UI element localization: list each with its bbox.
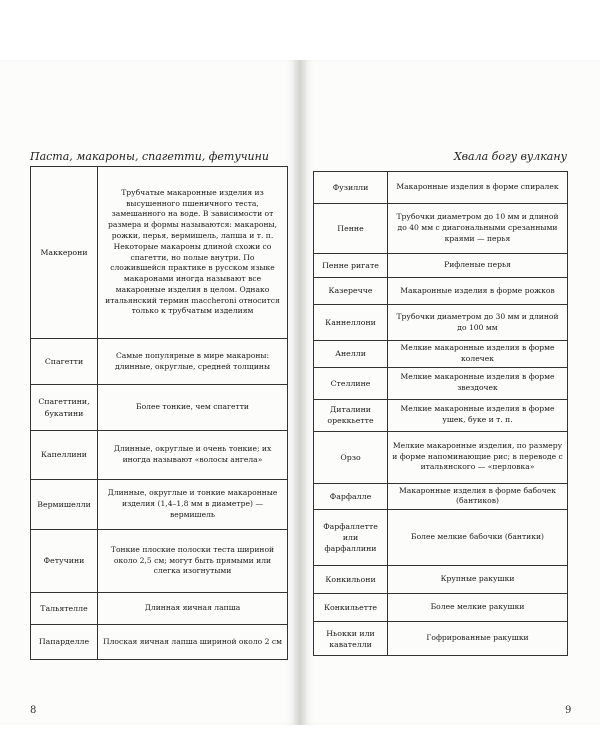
table-row [314,594,568,622]
pasta-description: Рифленые перья [388,254,568,278]
table-row [31,339,288,385]
pasta-name: Фарфалле [314,483,388,510]
pasta-name: Фарфаллетте или фарфаллини [314,510,388,566]
pasta-description: Гофрированные ракушки [388,622,568,656]
pasta-name: Казеречче [314,278,388,305]
pasta-description: Макаронные изделия в форме рожков [388,278,568,305]
pasta-description: Трубчатые макаронные изделия из высушенного пшеничного теста, замешанного на воде. В зависимости от размера и формы называются: макароны, рожки, перья, вермишель, лапша и т. п. Некоторые макароны длиной схожи со спагетти, но полые внутри. По сложившейся практике в русском языке макаронами иногда называют все макаронные изделия в целом. Однако итальянский термин maccheroni относится только к трубчатым изделиям [98,167,288,339]
pasta-description: Плоская яичная лапша шириной около 2 см [98,625,288,660]
pasta-name: Вермишелли [31,480,98,530]
pasta-description: Трубочки диаметром до 10 мм и длиной до 40 мм с диагональными срезанными краями — перья [388,204,568,254]
pasta-description: Макаронные изделия в форме бабочек (бантиков) [388,483,568,510]
pasta-name: Капеллини [31,431,98,480]
table-row [314,566,568,594]
pasta-description: Макаронные изделия в форме спиралек [388,172,568,204]
table-row [31,593,288,625]
table-row [314,204,568,254]
pasta-description: Мелкие макаронные изделия, по размеру и форме напоминающие рис; в переводе с итальянского — «перловка» [388,431,568,483]
pasta-name: Пенне [314,204,388,254]
pasta-name: Папарделле [31,625,98,660]
table-row [314,399,568,431]
table-row [31,431,288,480]
pasta-name: Конкильони [314,566,388,594]
pasta-description: Длинная яичная лапша [98,593,288,625]
pasta-name: Диталини ореккьетте [314,399,388,431]
left-pasta-table [30,166,288,660]
pasta-name: Спагетти [31,339,98,385]
table-row [314,341,568,368]
left-page-number: 8 [30,705,37,716]
pasta-description: Мелкие макаронные изделия в форме ушек, буке и т. п. [388,399,568,431]
pasta-name: Тальятелле [31,593,98,625]
book-spine [294,60,306,725]
pasta-description: Мелкие макаронные изделия в форме колечек [388,341,568,368]
table-row [314,510,568,566]
pasta-description: Крупные ракушки [388,566,568,594]
pasta-name: Анелли [314,341,388,368]
table-row [31,480,288,530]
pasta-name: Фузилли [314,172,388,204]
right-page-number: 9 [565,705,572,716]
table-row [314,278,568,305]
table-row [314,622,568,656]
pasta-name: Стеллине [314,367,388,399]
table-row [314,431,568,483]
table-row [31,625,288,660]
pasta-description: Самые популярные в мире макароны: длинные, округлые, средней толщины [98,339,288,385]
table-row [314,172,568,204]
pasta-description: Более мелкие бабочки (бантики) [388,510,568,566]
pasta-name: Фетучини [31,530,98,593]
pasta-name: Спагеттини, букатини [31,385,98,431]
table-row [31,385,288,431]
pasta-name: Ньокки или кавателли [314,622,388,656]
table-row [314,254,568,278]
pasta-description: Тонкие плоские полоски теста шириной около 2,5 см; могут быть прямыми или слегка изогнутыми [98,530,288,593]
pasta-description: Длинные, округлые и тонкие макаронные изделия (1,4–1,8 мм в диаметре) — вермишель [98,480,288,530]
pasta-description: Мелкие макаронные изделия в форме звездочек [388,367,568,399]
left-running-header: Паста, макароны, спагетти, фетучини [30,150,269,163]
right-pasta-table [313,171,568,656]
pasta-description: Длинные, округлые и очень тонкие; их иногда называют «волосы ангела» [98,431,288,480]
pasta-name: Конкильетте [314,594,388,622]
table-row [31,530,288,593]
right-running-header: Хвала богу вулкану [453,150,567,163]
pasta-name: Маккерони [31,167,98,339]
pasta-name: Каннеллони [314,305,388,341]
table-row [314,483,568,510]
table-row [314,367,568,399]
table-row [31,167,288,339]
pasta-description: Более тонкие, чем спагетти [98,385,288,431]
pasta-name: Орзо [314,431,388,483]
pasta-name: Пенне ригате [314,254,388,278]
table-row [314,305,568,341]
pasta-description: Трубочки диаметром до 30 мм и длиной до 100 мм [388,305,568,341]
pasta-description: Более мелкие ракушки [388,594,568,622]
